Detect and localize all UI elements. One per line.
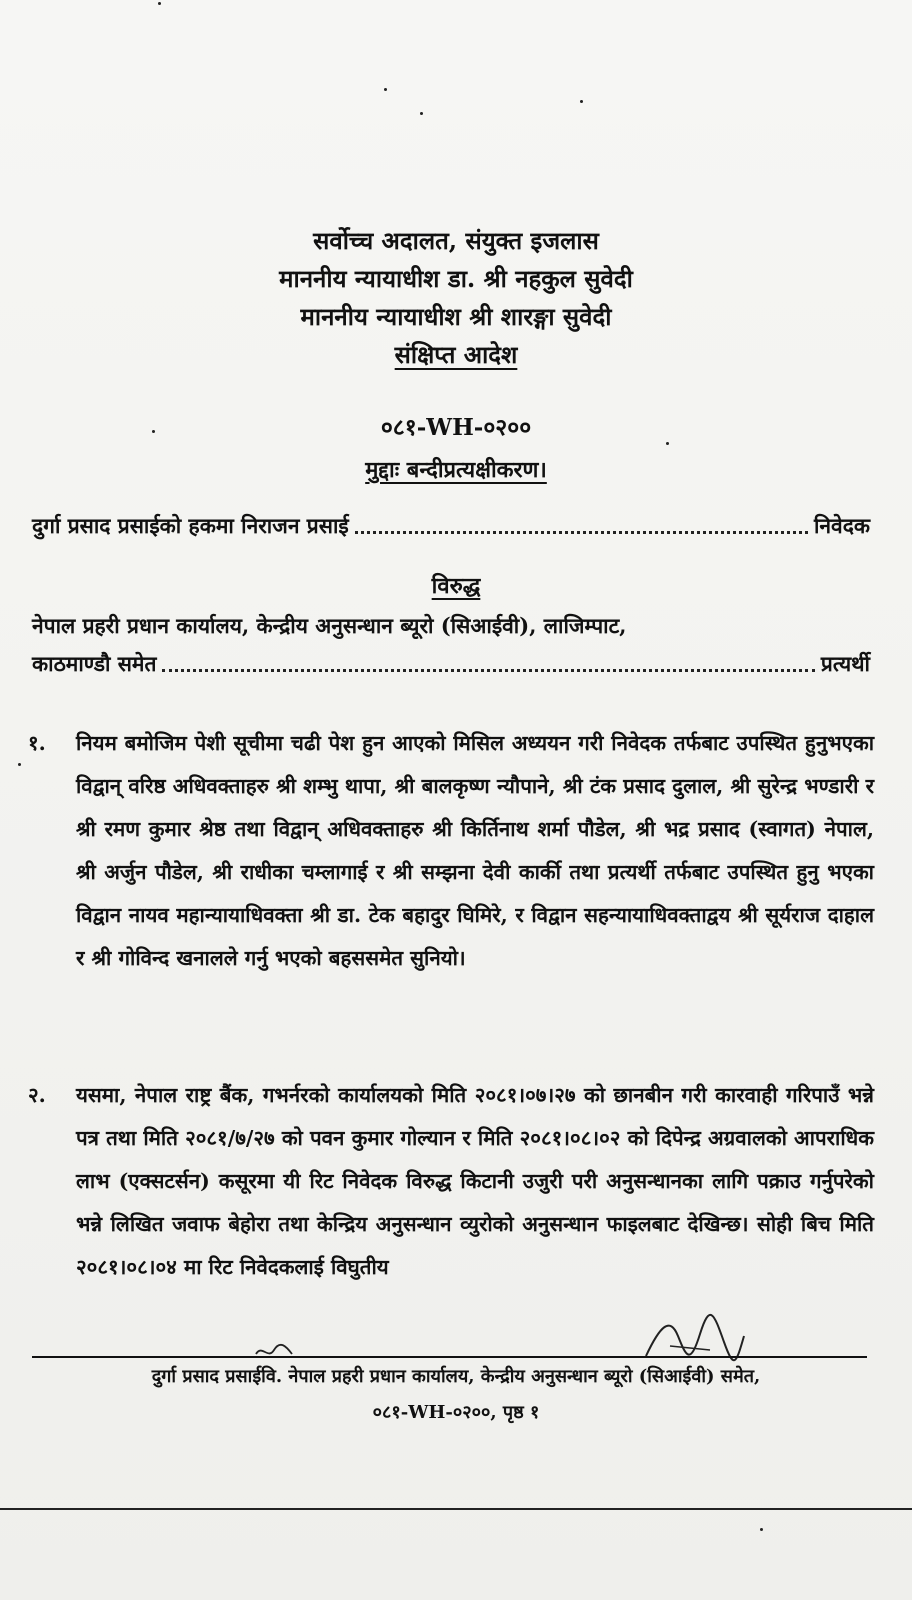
court-name: सर्वोच्च अदालत, संयुक्त इजलास xyxy=(313,226,599,255)
scan-speck xyxy=(666,442,669,445)
paragraph-number: १. xyxy=(28,731,46,755)
versus-heading: विरुद्ध xyxy=(431,573,481,599)
scan-speck xyxy=(580,100,583,103)
scan-speck xyxy=(760,1528,763,1531)
scan-speck xyxy=(18,763,21,766)
order-type-title: संक्षिप्त आदेश xyxy=(394,340,518,369)
judge-name-1: माननीय न्यायाधीश डा. श्री नहकुल सुवेदी xyxy=(279,264,633,293)
respondent-name: काठमाण्डौ समेत xyxy=(32,651,157,676)
scan-speck xyxy=(420,112,423,115)
paragraph-number: २. xyxy=(28,1083,46,1107)
petitioner-name: दुर्गा प्रसाद प्रसाईको हकमा निराजन प्रसाई xyxy=(32,513,349,538)
petitioner-role: निवेदक xyxy=(813,513,870,538)
case-number: ०८१-WH-०२०० xyxy=(380,414,532,441)
footer-page-info: ०८१-WH-०२००, पृष्ठ १ xyxy=(372,1402,540,1423)
dotted-leader xyxy=(355,530,808,534)
scan-speck xyxy=(384,88,387,91)
footer-title: दुर्गा प्रसाद प्रसाईवि. नेपाल प्रहरी प्रधान कार्यालय, केन्द्रीय अनुसन्धान ब्यूरो (सिआईवी) समेत, xyxy=(151,1366,761,1387)
page-bottom-edge xyxy=(0,1508,912,1510)
paragraph-text: नियम बमोजिम पेशी सूचीमा चढी पेश हुन आएको मिसिल अध्ययन गरी निवेदक तर्फबाट उपस्थित हुनुभएका विद्वान् वरिष्ठ अधिवक्ताहरु श्री शम्भु थापा, श्री बालकृष्ण न्यौपाने, श्री टंक प्रसाद दुलाल, श्री सुरेन्द्र भण्डारी र श्री रमण कुमार श्रेष्ठ तथा विद्वान् अधिवक्ताहरु श्री किर्तिनाथ शर्मा पौडेल, श्री भद्र प्रसाद (स्वागत) नेपाल, श्री अर्जुन पौडेल, श्री राधीका चम्लागाई र श्री सम्झना देवी कार्की तथा प्रत्यर्थी तर्फबाट उपस्थित हुनु भएका विद्वान नायव महान्यायाधिवक्ता श्री डा. टेक बहादुर घिमिरे, र विद्वान सहन्यायाधिवक्ताद्वय श्री सूर्यराज दाहाल र श्री गोविन्द खनालले गर्नु भएको बहससमेत सुनियो। xyxy=(76,731,874,970)
scan-speck xyxy=(158,2,161,5)
footer-divider xyxy=(32,1356,867,1358)
paragraph-text: यसमा, नेपाल राष्ट्र बैंक, गभर्नरको कार्यालयको मिति २०८१।०७।२७ को छानबीन गरी कारवाही गरिपाउँ भन्ने पत्र तथा मिति २०८१/७/२७ को पवन कुमार गोल्यान र मिति २०८१।०८।०२ को दिपेन्द्र अग्रवालको आपराधिक लाभ (एक्सटर्सन) कसूरमा यी रिट निवेदक विरुद्ध किटानी उजुरी परी अनुसन्धानका लागि पक्राउ गर्नुपरेको भन्ने लिखित जवाफ बेहोरा तथा केन्द्रिय अनुसन्धान व्युरोको अनुसन्धान फाइलबाट देखिन्छ। सोही बिच मिति २०८१।०८।०४ मा रिट निवेदकलाई विघुतीय xyxy=(76,1083,874,1279)
initial-mark xyxy=(254,1340,294,1364)
paragraph-2 xyxy=(28,1074,874,1289)
case-subject: मुद्दाः बन्दीप्रत्यक्षीकरण। xyxy=(365,457,547,483)
respondent-row xyxy=(32,650,870,678)
court-header xyxy=(0,222,912,374)
judge-name-2: माननीय न्यायाधीश श्री शारङ्गा सुवेदी xyxy=(300,302,612,331)
dotted-leader xyxy=(162,668,814,672)
paragraph-1 xyxy=(28,722,874,980)
petitioner-row xyxy=(32,512,870,540)
respondent-role: प्रत्यर्थी xyxy=(820,651,870,676)
respondent-line-1: नेपाल प्रहरी प्रधान कार्यालय, केन्द्रीय अनुसन्धान ब्यूरो (सिआईवी), लाजिम्पाट, xyxy=(32,613,627,638)
